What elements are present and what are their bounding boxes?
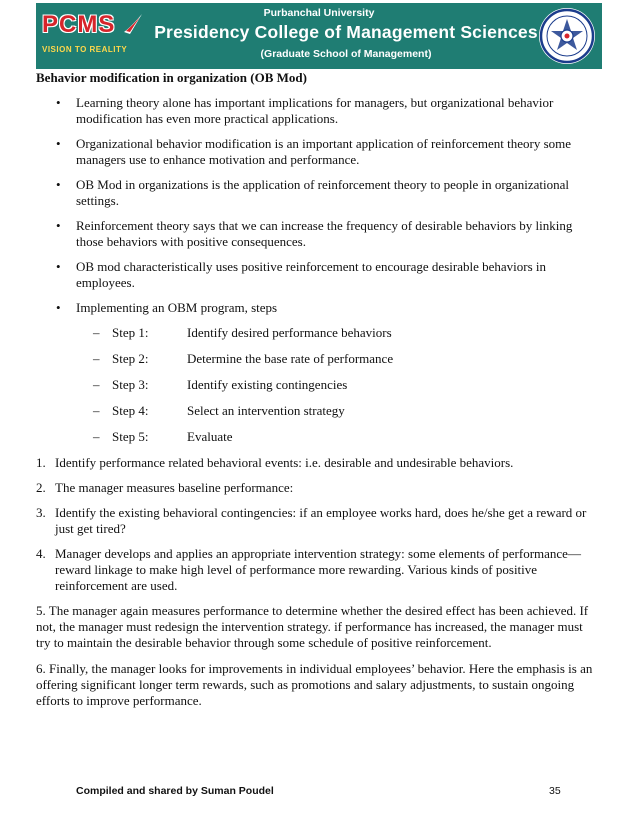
paragraph-step-5: 5. The manager again measures performance to determine whether the desired effect has been achieved. If not, the manager must redesign the intervention strategy. if performance has increased, the manager must try to maintain the desirable behavior through some schedule of positive reinforcement.	[36, 603, 589, 650]
item-text: Identify the existing behavioral contingencies: if an employee works hard, does he/she get a reward or just get tired?	[55, 505, 587, 536]
bullet-text: Reinforcement theory says that we can increase the frequency of desirable behaviors by linking those behaviors with positive consequences.	[76, 218, 573, 249]
item-text: Identify performance related behavioral events: i.e. desirable and undesirable behaviors.	[55, 455, 514, 470]
bullet-item	[36, 300, 602, 316]
college-name: Presidency College of Management Sciences	[154, 22, 538, 42]
step-label: Step 4:	[112, 403, 149, 418]
footer-credit: Compiled and shared by Suman Poudel	[76, 785, 274, 797]
numbered-item	[36, 546, 602, 594]
step-dash: –	[93, 351, 100, 366]
bullet-list	[36, 95, 602, 316]
step-dash: –	[93, 325, 100, 340]
step-list	[36, 325, 602, 445]
step-dash: –	[93, 403, 100, 418]
step-text: Identify existing contingencies	[187, 377, 348, 392]
header-banner	[36, 3, 602, 69]
step-dash: –	[93, 377, 100, 392]
step-item	[36, 377, 602, 393]
numbered-item	[36, 455, 602, 471]
step-label: Step 1:	[112, 325, 149, 340]
bullet-item	[36, 218, 602, 250]
bullet-marker: •	[56, 218, 61, 233]
bullet-item	[36, 95, 602, 127]
bullet-text: OB Mod in organizations is the application of reinforcement theory to people in organizational settings.	[76, 177, 570, 208]
item-text: The manager measures baseline performance:	[55, 480, 294, 495]
step-text: Determine the base rate of performance	[187, 351, 394, 366]
item-number: 3.	[36, 505, 46, 520]
bullet-marker: •	[56, 259, 61, 274]
step-item	[36, 403, 602, 419]
university-name: Purbanchal University	[263, 7, 375, 19]
item-number: 1.	[36, 455, 46, 470]
step-text: Identify desired performance behaviors	[187, 325, 392, 340]
step-text: Evaluate	[187, 429, 233, 444]
step-item	[36, 325, 602, 341]
step-item	[36, 429, 602, 445]
step-label: Step 2:	[112, 351, 149, 366]
school-name: (Graduate School of Management)	[260, 48, 432, 60]
bullet-marker: •	[56, 177, 61, 192]
bullet-marker: •	[56, 95, 61, 110]
paragraph-step-6: 6. Finally, the manager looks for improvements in individual employees’ behavior. Here the emphasis is an offering significant longer term rewards, such as promotions and salary adjustments, to sustain ongoing efforts to improve performance.	[36, 661, 593, 708]
bullet-item	[36, 136, 602, 168]
section-title: Behavior modification in organization (OB Mod)	[36, 70, 307, 85]
bullet-item	[36, 259, 602, 291]
bullet-text: Organizational behavior modification is an important application of reinforcement theory some managers use to enhance motivation and performance.	[76, 136, 572, 167]
numbered-item	[36, 505, 602, 537]
step-item	[36, 351, 602, 367]
step-label: Step 5:	[112, 429, 149, 444]
numbered-list	[36, 455, 602, 594]
item-number: 4.	[36, 546, 46, 561]
bullet-text: Implementing an OBM program, steps	[76, 300, 278, 315]
bullet-text: Learning theory alone has important implications for managers, but organizational behavior modification has even more practical applications.	[76, 95, 554, 126]
logo-text: PCMS	[42, 11, 116, 38]
step-dash: –	[93, 429, 100, 444]
document-body	[36, 70, 602, 719]
step-text: Select an intervention strategy	[187, 403, 345, 418]
step-label: Step 3:	[112, 377, 149, 392]
logo-tagline: VISION TO REALITY	[42, 42, 146, 58]
numbered-item	[36, 480, 602, 496]
bullet-marker: •	[56, 136, 61, 151]
bullet-marker: •	[56, 300, 61, 315]
university-emblem-icon	[538, 7, 596, 65]
item-text: Manager develops and applies an appropriate intervention strategy: some elements of performance—reward linkage to make high level of performance more rewarding. Various kinds of positive reinforcement are used.	[55, 546, 581, 593]
page-number: 35	[549, 785, 561, 797]
bullet-item	[36, 177, 602, 209]
item-number: 2.	[36, 480, 46, 495]
bullet-text: OB mod characteristically uses positive reinforcement to encourage desirable behaviors in employees.	[76, 259, 546, 290]
